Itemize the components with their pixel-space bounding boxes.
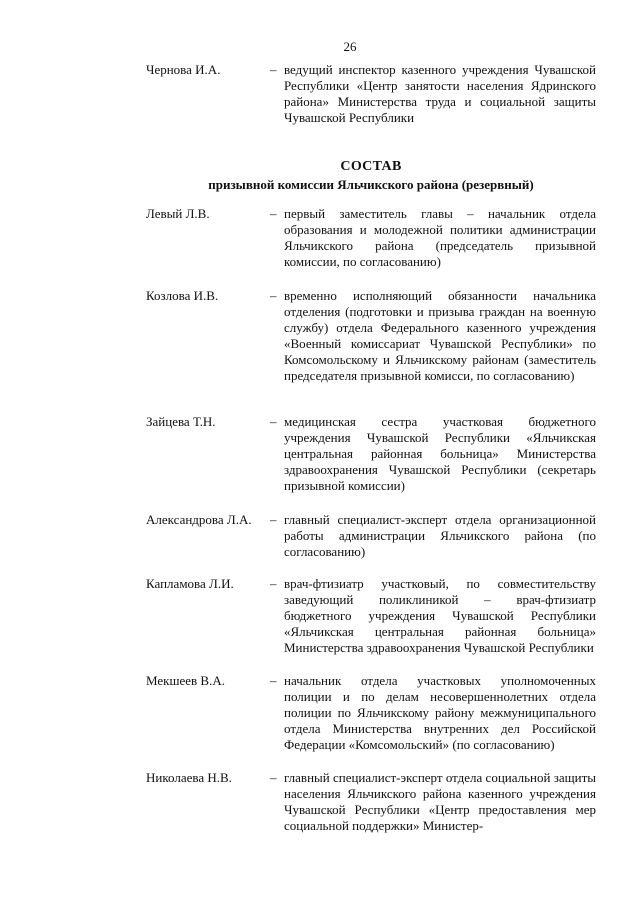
member-dash: – [270, 206, 277, 221]
page-number: 26 [343, 39, 357, 54]
member-name: Александрова Л.А. [146, 512, 252, 527]
member-entry [146, 206, 596, 270]
member-entry [146, 414, 596, 494]
member-description: медицинская сестра участковая бюджетного учреждения Чувашской Республики «Яльчикская центральная районная больница» Министерства здравоохранения Чувашской Республики (секретарь призывной комиссии) [284, 414, 596, 493]
member-entry [146, 512, 596, 560]
member-dash: – [270, 576, 277, 591]
section-title: СОСТАВ [340, 159, 402, 174]
member-entry [146, 288, 596, 384]
member-dash: – [270, 673, 277, 688]
member-dash: – [270, 512, 277, 527]
member-dash: – [270, 288, 277, 303]
member-entry [146, 576, 596, 656]
member-entry [146, 673, 596, 753]
member-name: Левый Л.В. [146, 206, 210, 221]
member-description: главный специалист-эксперт отдела организационной работы администрации Яльчикского района (по согласованию) [284, 512, 596, 559]
member-dash: – [270, 770, 277, 785]
member-entry-chernova [146, 62, 596, 126]
member-name: Николаева Н.В. [146, 770, 232, 785]
member-name: Чернова И.А. [146, 62, 221, 77]
member-dash: – [270, 62, 277, 77]
member-name: Мекшеев В.А. [146, 673, 225, 688]
section-subtitle: призывной комиссии Яльчикского района (резервный) [208, 177, 534, 192]
member-description: первый заместитель главы – начальник отдела образования и молодежной политики администрации Яльчикского района (председатель призывной комиссии, по согласованию) [284, 206, 596, 269]
member-dash: – [270, 414, 277, 429]
member-description: ведущий инспектор казенного учреждения Чувашской Республики «Центр занятости населения Ядринского района» Министерства труда и социальной защиты Чувашской Республики [284, 62, 596, 125]
member-name: Зайцева Т.Н. [146, 414, 216, 429]
member-name: Капламова Л.И. [146, 576, 234, 591]
member-description: главный специалист-эксперт отдела социальной защиты населения Яльчикского района казенного учреждения Чувашской Республики «Центр предоставления мер социальной поддержки» Министер- [284, 770, 596, 833]
member-description: временно исполняющий обязанности начальника отделения (подготовки и призыва граждан на военную службу) отдела Федерального казенного учреждения «Военный комиссариат Чувашской Республики» по Комсомольскому и Яльчикскому районам (заместитель председателя призывной комисси, по согласованию) [284, 288, 596, 383]
member-description: начальник отдела участковых уполномоченных полиции и по делам несовершеннолетних отдела полиции по Яльчикскому району межмуниципального отдела Министерства внутренних дел Российской Федерации «Комсомольский» (по согласованию) [284, 673, 596, 752]
member-description: врач-фтизиатр участковый, по совместительству заведующий поликлиникой – врач-фтизиатр бюджетного учреждения Чувашской Республики «Яльчикская центральная районная больница» Министерства здравоохранения Чувашской Республики [284, 576, 596, 655]
member-entry [146, 770, 596, 834]
member-name: Козлова И.В. [146, 288, 219, 303]
section-heading [146, 158, 596, 194]
